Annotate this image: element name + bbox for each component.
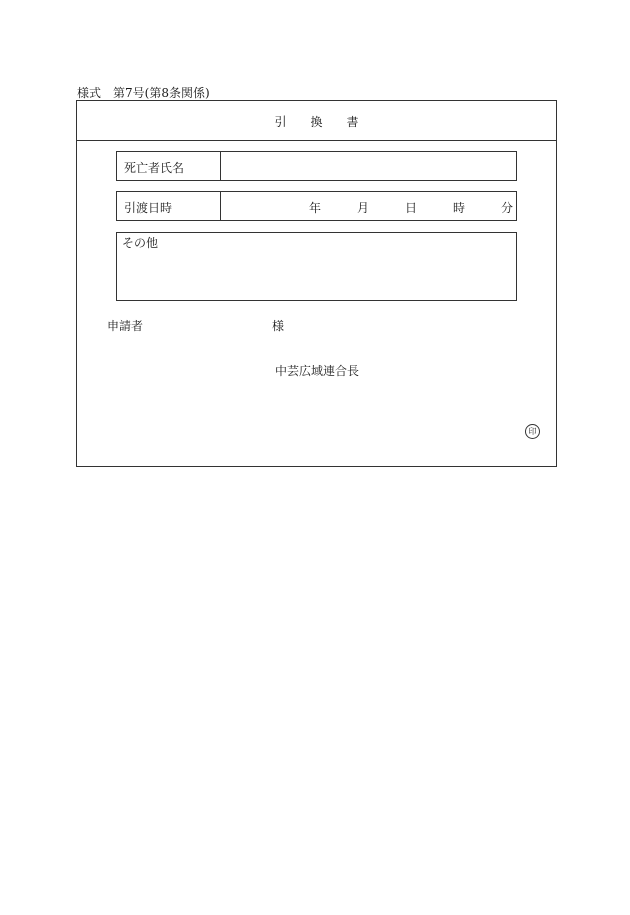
minute-unit: 分 <box>501 201 514 215</box>
deceased-name-field[interactable] <box>221 152 516 180</box>
applicant-label: 申請者 <box>107 319 144 333</box>
form-title: 引 換 書 <box>274 115 359 129</box>
seal-mark: 印 <box>525 424 540 439</box>
deceased-name-label: 死亡者氏名 <box>124 161 185 175</box>
handover-datetime-row <box>116 191 517 221</box>
hour-unit: 時 <box>453 201 466 215</box>
year-unit: 年 <box>309 201 322 215</box>
title-row <box>77 101 556 141</box>
handover-datetime-field[interactable] <box>221 192 516 220</box>
handover-datetime-label: 引渡日時 <box>124 201 173 215</box>
form-number: 様式 第7号(第8条関係) <box>77 86 210 100</box>
issuer-name: 中芸広域連合長 <box>275 364 360 378</box>
other-label: その他 <box>122 236 159 250</box>
other-field[interactable] <box>116 232 517 301</box>
day-unit: 日 <box>405 201 418 215</box>
month-unit: 月 <box>357 201 370 215</box>
handover-datetime-label-cell <box>117 192 221 220</box>
deceased-name-row <box>116 151 517 181</box>
deceased-name-label-cell <box>117 152 221 180</box>
honorific: 様 <box>272 319 285 333</box>
handover-form <box>76 100 557 467</box>
